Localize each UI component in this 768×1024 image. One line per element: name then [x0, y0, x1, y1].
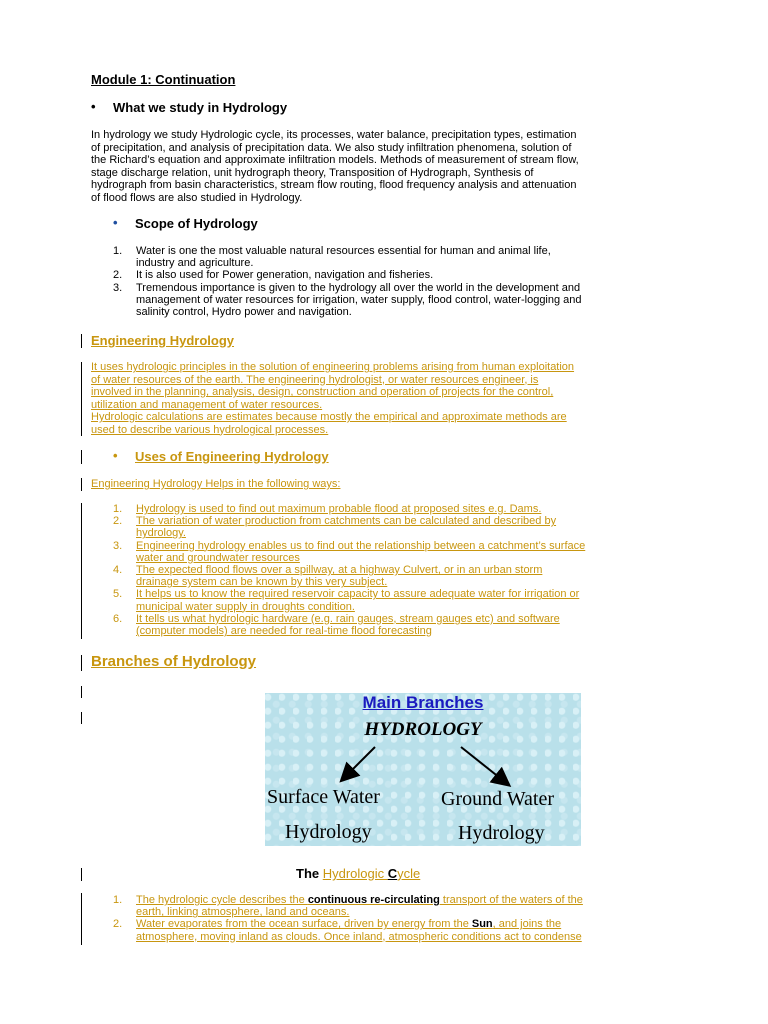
text-line: of precipitation, and analysis of precipitation data. We also study infiltration phenomena, solution of — [91, 141, 572, 154]
text-line: the Richard’s equation and approximate infiltration models. Methods of measurement of stream flow, — [91, 154, 579, 166]
study-heading-text: What we study in Hydrology — [113, 100, 288, 115]
uses-list — [91, 503, 711, 637]
cycle-heading-hydrologic: Hydrologic — [322, 866, 388, 881]
list-item — [91, 918, 711, 942]
text-line: The expected flood flows over a spillway, at a highway Culvert, or in an urban storm — [136, 564, 543, 577]
list-item — [91, 269, 711, 281]
list-number: 4. — [113, 564, 123, 577]
text-line: It helps us to know the required reservoir capacity to assure adequate water for irrigation or — [136, 588, 580, 601]
revision-bar — [81, 334, 82, 348]
list-item — [91, 245, 711, 269]
text-line — [136, 918, 711, 930]
bullet-icon: • — [113, 215, 118, 230]
text-line: It uses hydrologic principles in the solution of engineering problems arising from human exploitation — [91, 361, 575, 373]
diagram-right-sublabel: Hydrology — [458, 822, 545, 844]
text-line: atmosphere, moving inland as clouds. Once inland, atmospheric conditions act to condense — [136, 930, 582, 943]
arrow-right-icon — [461, 747, 505, 782]
text-line: utilization and management of water resources. — [91, 398, 323, 411]
eng-hydrology-heading: Engineering Hydrology — [91, 333, 235, 348]
text-line: industry and agriculture. — [136, 257, 254, 270]
list-number: 3. — [113, 539, 123, 552]
text-line: of water resources of the earth. The engineering hydrologist, or water resources engineer, is — [91, 373, 539, 386]
branches-diagram-image — [265, 693, 581, 846]
scope-heading-text: Scope of Hydrology — [135, 216, 258, 231]
diagram-title: Main Branches — [362, 693, 484, 712]
list-item — [91, 894, 711, 918]
text-span-bold: continuous re-circulating — [307, 894, 440, 906]
text-span: The hydrologic cycle describes the — [136, 894, 308, 906]
uses-heading-text: Uses of Engineering Hydrology — [135, 449, 329, 464]
text-line: Water is one the most valuable natural resources essential for human and animal life, — [136, 245, 551, 257]
text-line: Tremendous importance is given to the hydrology all over the world in the development and — [136, 281, 581, 294]
text-line: In hydrology we study Hydrologic cycle, its processes, water balance, precipitation types, estimation — [91, 129, 577, 141]
revision-bar — [81, 503, 82, 639]
text-line: (computer models) are needed for real-time flood forecasting — [136, 625, 432, 638]
list-number: 2. — [113, 269, 123, 282]
list-item — [91, 540, 711, 564]
text-line: hydrograph from basin characteristics, stream flow routing, flood frequency analysis and attenuation — [91, 179, 577, 191]
diagram-left-sublabel: Hydrology — [285, 821, 372, 843]
uses-intro: Engineering Hydrology Helps in the following ways: — [91, 478, 341, 490]
text-line: The variation of water production from catchments can be calculated and described by — [136, 515, 557, 528]
list-number: 5. — [113, 588, 123, 601]
arrow-left-icon — [345, 747, 375, 777]
text-line: It is also used for Power generation, navigation and fisheries. — [136, 269, 434, 282]
cycle-heading-ycle: ycle — [397, 866, 421, 881]
diagram-center-label: HYDROLOGY — [364, 719, 482, 740]
text-line: water and groundwater resources — [136, 551, 300, 564]
cycle-list — [91, 894, 711, 943]
text-line: stage discharge relation, unit hydrograph theory, Transposition of Hydrograph, Synthesis of — [91, 166, 534, 179]
text-line: hydrology. — [136, 527, 186, 540]
text-line: involved in the planning, analysis, design, construction and operation of projects for the control, — [91, 386, 554, 398]
revision-bar — [81, 893, 82, 945]
revision-bar — [81, 478, 82, 491]
text-span: , and joins the — [492, 918, 562, 931]
text-line: used to describe various hydrological processes. — [91, 423, 329, 436]
list-number: 1. — [113, 245, 123, 257]
text-span-bold: Sun — [471, 918, 493, 931]
module-title: Module 1: Continuation — [91, 72, 236, 87]
cycle-heading-c: C — [387, 866, 398, 881]
bullet-icon: • — [91, 99, 96, 114]
list-item — [91, 282, 711, 319]
text-line: of flood flows are also studied in Hydrology. — [91, 191, 303, 204]
diagram-right-label: Ground Water — [441, 788, 554, 810]
revision-bar — [81, 712, 82, 724]
eng-hydrology-paragraph — [91, 361, 574, 436]
study-heading — [91, 99, 288, 115]
text-span: transport of the waters of the — [439, 894, 583, 906]
list-number: 3. — [113, 281, 123, 294]
revision-bar — [81, 868, 82, 881]
cycle-heading — [296, 866, 420, 881]
list-item — [91, 613, 711, 637]
cycle-heading-the: The — [296, 866, 323, 881]
list-item — [91, 515, 711, 539]
text-line: salinity control, Hydro power and navigation. — [136, 306, 352, 319]
bullet-icon: • — [113, 448, 118, 463]
list-item — [91, 503, 711, 515]
diagram-left-label: Surface Water — [267, 786, 380, 808]
text-line: It tells us what hydrologic hardware (e.g. rain gauges, stream gauges etc) and software — [136, 612, 560, 625]
revision-bar — [81, 362, 82, 436]
text-line: drainage system can be known by this very subject. — [136, 576, 388, 589]
study-paragraph — [91, 129, 579, 204]
list-number: 1. — [113, 894, 123, 906]
scope-list — [91, 245, 711, 318]
text-line: management of water resources for irrigation, water supply, flood control, water-logging and — [136, 293, 582, 306]
list-number: 2. — [113, 515, 123, 528]
list-number: 6. — [113, 612, 123, 625]
text-line: earth, linking atmosphere, land and oceans. — [136, 906, 350, 919]
list-item — [91, 588, 711, 612]
list-number: 2. — [113, 918, 123, 931]
text-line: Hydrology is used to find out maximum probable flood at proposed sites e.g. Dams. — [136, 503, 542, 515]
list-number: 1. — [113, 503, 123, 515]
text-line — [136, 894, 711, 906]
text-span: Water evaporates from the ocean surface, driven by energy from the — [136, 918, 472, 931]
branches-heading: Branches of Hydrology — [91, 653, 257, 670]
revision-bar — [81, 655, 82, 671]
revision-bar — [81, 686, 82, 698]
list-item — [91, 564, 711, 588]
text-line: municipal water supply in droughts condition. — [136, 600, 355, 613]
text-line: Hydrologic calculations are estimates because mostly the empirical and approximate methods are — [91, 411, 567, 423]
scope-heading — [113, 215, 258, 231]
uses-heading — [113, 448, 329, 464]
revision-bar — [81, 450, 82, 464]
text-line: Engineering hydrology enables us to find out the relationship between a catchment’s surface — [136, 539, 586, 552]
